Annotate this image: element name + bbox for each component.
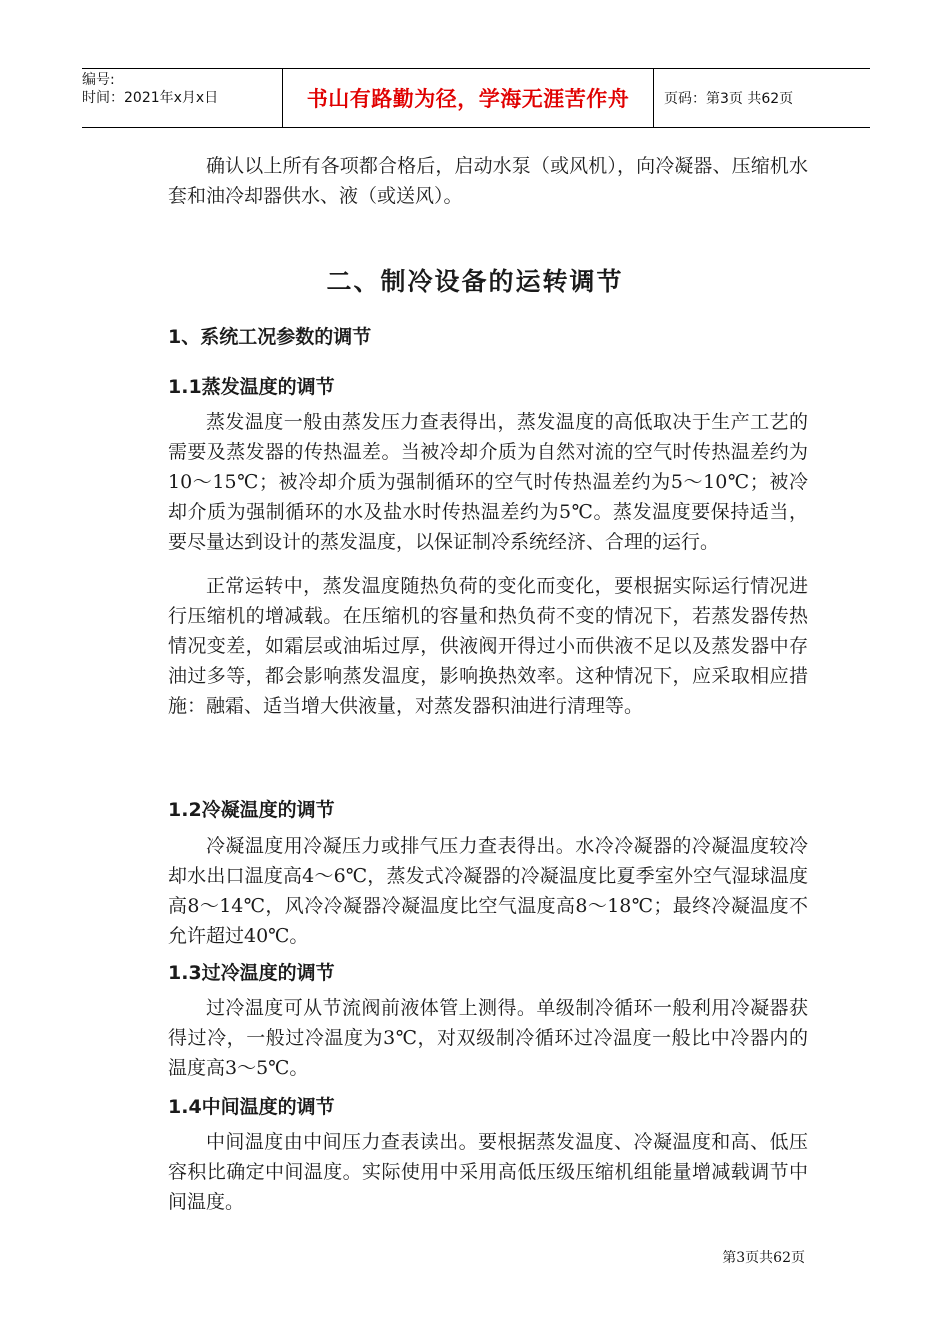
subsection-title: 1、系统工况参数的调节 xyxy=(168,326,372,348)
header-meta xyxy=(82,69,282,127)
paragraph-1-2: 冷凝温度用冷凝压力或排气压力查表得出。水冷冷凝器的冷凝温度较冷却水出口温度高4～6℃，蒸发式冷凝器的冷凝温度比夏季室外空气湿球温度高8～14℃，风冷冷凝器冷凝温度比空气温度高8～18℃；最终冷凝温度不允许超过40℃。 xyxy=(168,835,808,947)
header-page-cell xyxy=(654,69,870,127)
heading-1-2: 1.2冷凝温度的调节 xyxy=(168,799,335,821)
document-number: 编号: xyxy=(82,72,115,88)
paragraph-1-3: 过冷温度可从节流阀前液体管上测得。单级制冷循环一般利用冷凝器获得过冷，一般过冷温度为3℃，对双级制冷循环过冷温度一般比中冷器内的温度高3～5℃。 xyxy=(168,997,808,1079)
intro-paragraph: 确认以上所有各项都合格后，启动水泵（或风机），向冷凝器、压缩机水套和油冷却器供水、液（或送风）。 xyxy=(168,155,808,207)
block-1-1 xyxy=(168,407,808,721)
heading-1-3: 1.3过冷温度的调节 xyxy=(168,962,335,984)
page-footer: 第3页共62页 xyxy=(722,1250,805,1266)
block-1-3 xyxy=(168,993,808,1083)
header-motto-cell xyxy=(282,69,654,127)
header-page-number: 页码：第3页 共62页 xyxy=(664,91,794,107)
paragraph-1-4: 中间温度由中间压力查表读出。要根据蒸发温度、冷凝温度和高、低压容积比确定中间温度。实际使用中采用高低压级压缩机组能量增减载调节中间温度。 xyxy=(168,1131,808,1213)
heading-1-4: 1.4中间温度的调节 xyxy=(168,1096,335,1118)
section-title: 二、制冷设备的运转调节 xyxy=(326,267,624,296)
heading-1-1: 1.1蒸发温度的调节 xyxy=(168,376,335,398)
paragraph-1-1-a: 蒸发温度一般由蒸发压力查表得出，蒸发温度的高低取决于生产工艺的需要及蒸发器的传热温差。当被冷却介质为自然对流的空气时传热温差约为10～15℃；被冷却介质为强制循环的空气时传热温差约为5～10℃；被冷却介质为强制循环的水及盐水时传热温差约为5℃。蒸发温度要保持适当，要尽量达到设计的蒸发温度，以保证制冷系统经济、合理的运行。 xyxy=(168,411,808,553)
block-1-2 xyxy=(168,831,808,951)
intro-block xyxy=(168,151,808,211)
block-1-4 xyxy=(168,1127,808,1217)
paragraph-1-1-b: 正常运转中，蒸发温度随热负荷的变化而变化，要根据实际运行情况进行压缩机的增减载。在压缩机的容量和热负荷不变的情况下，若蒸发器传热情况变差，如霜层或油垢过厚，供液阀开得过小而供液不足以及蒸发器中存油过多等，都会影响蒸发温度，影响换热效率。这种情况下，应采取相应措施：融霜、适当增大供液量，对蒸发器积油进行清理等。 xyxy=(168,575,808,717)
document-date: 时间：2021年x月x日 xyxy=(82,90,219,106)
header-motto: 书山有路勤为径，学海无涯苦作舟 xyxy=(306,87,630,111)
page-header xyxy=(82,68,870,128)
